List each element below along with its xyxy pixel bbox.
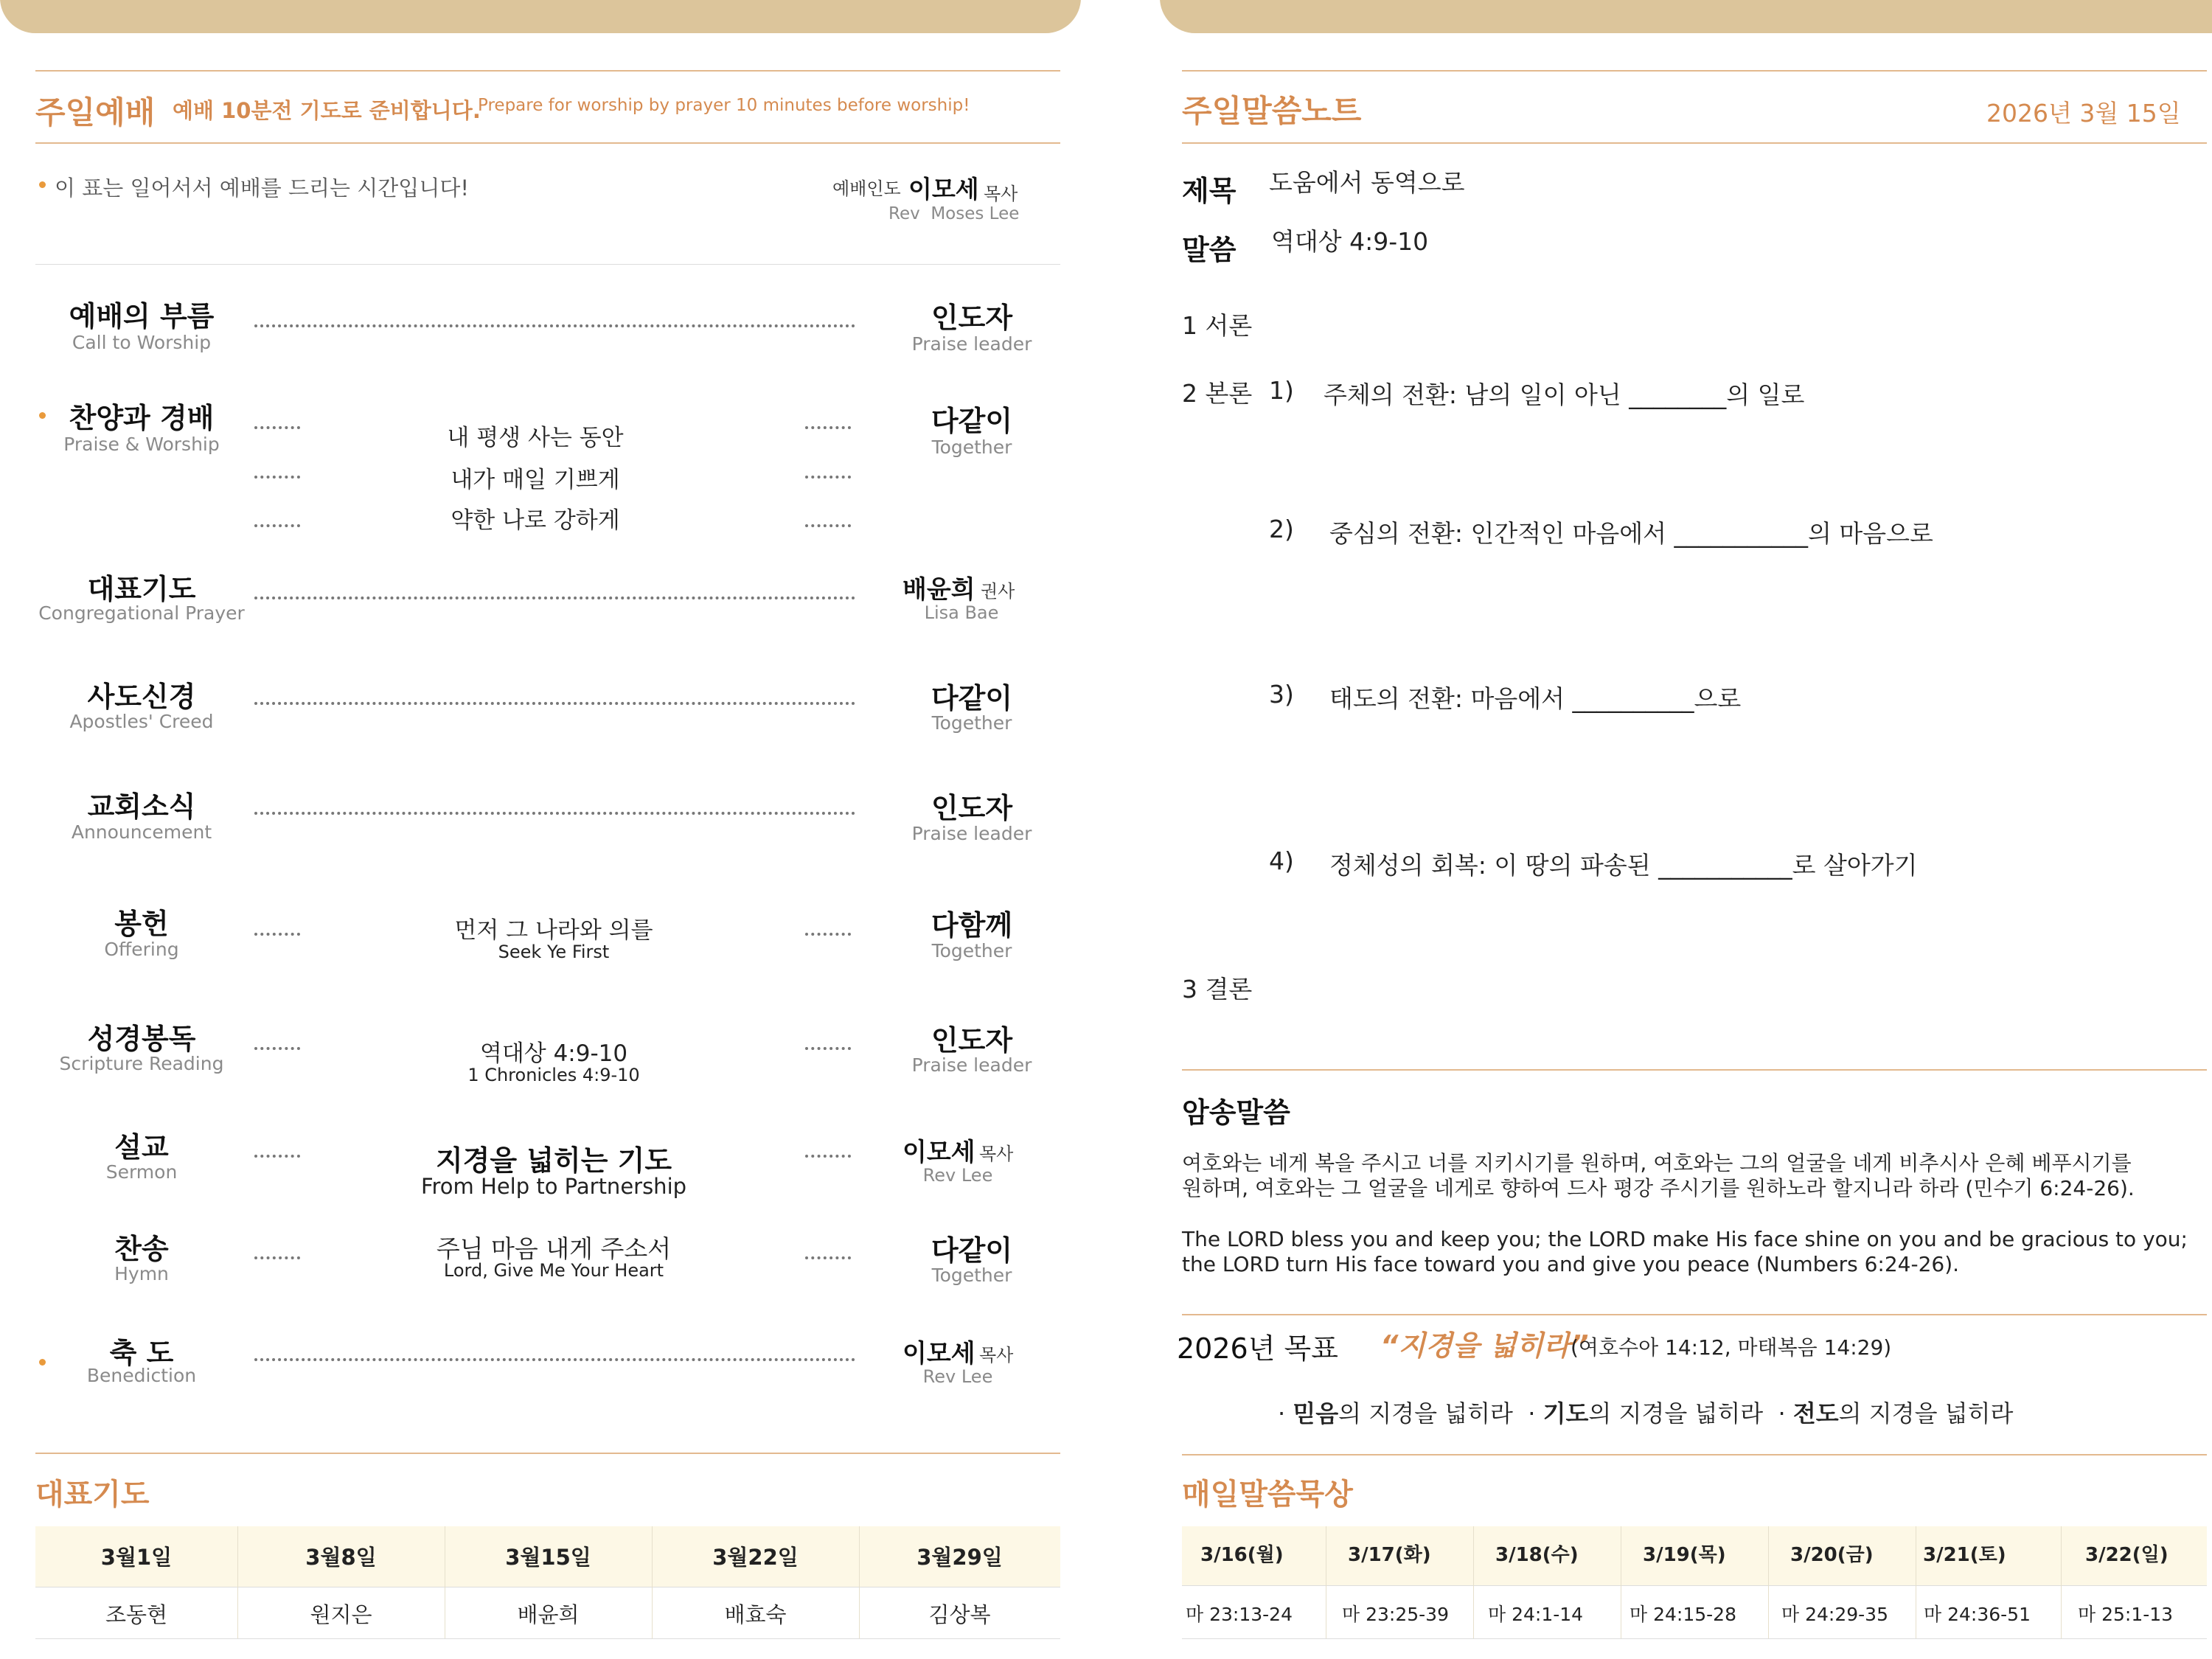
hymn-title: 주님 마음 내게 주소서 — [436, 1234, 672, 1263]
order-leader-title: 목사 — [979, 1345, 1014, 1366]
divider — [1182, 1454, 2207, 1455]
order-leader: 배윤희 — [902, 575, 975, 605]
daily-reference: 마 23:13-24 — [1186, 1604, 1293, 1625]
dotted-leader — [254, 1358, 855, 1361]
prayer-date: 3월1일 — [100, 1545, 173, 1570]
outline-body: 2 본론 — [1182, 379, 1253, 408]
order-subtitle: Benediction — [86, 1365, 197, 1386]
dotted-leader — [805, 933, 851, 936]
dotted-leader — [254, 324, 855, 327]
divider — [1182, 1069, 2207, 1071]
goal-phrase: 의 지경을 넓히라 — [1338, 1399, 1513, 1427]
dotted-leader — [805, 426, 851, 429]
order-leader: 이모세 — [902, 1339, 975, 1368]
outline-point: 중심의 전환: 인간적인 마음에서 ___________의 마음으로 — [1329, 519, 1933, 548]
daily-reference: 마 24:36-51 — [1924, 1604, 2031, 1625]
hymn-title-en: Lord, Give Me Your Heart — [443, 1260, 664, 1281]
prayer-name: 조동현 — [105, 1602, 168, 1627]
divider — [35, 70, 1060, 72]
prayer-name: 원지은 — [310, 1602, 372, 1627]
dotted-leader — [254, 426, 300, 429]
order-leader-en: Lisa Bae — [924, 602, 999, 623]
divider — [1473, 1526, 1474, 1638]
order-subtitle: Apostles' Creed — [69, 711, 214, 732]
song-title: 내가 매일 기쁘게 — [451, 467, 620, 493]
prayer-name: 배윤희 — [517, 1602, 580, 1627]
song-title: 약한 나로 강하게 — [451, 507, 620, 534]
dotted-leader — [805, 1256, 851, 1259]
subject-label: 제목 — [1182, 175, 1237, 207]
dotted-leader — [805, 1047, 851, 1050]
scripture-label: 말씀 — [1182, 234, 1237, 266]
order-leader: 이모세 — [902, 1138, 975, 1167]
point-number: 1) — [1269, 376, 1294, 405]
daily-day: 3/22(일) — [2085, 1544, 2168, 1566]
prayer-date: 3월8일 — [305, 1545, 377, 1570]
divider — [1182, 70, 2207, 72]
goal-reference: (여호수아 14:12, 마태복음 14:29) — [1571, 1335, 1892, 1360]
memory-verse-ko: 여호와는 네게 복을 주시고 너를 지키시기를 원하며, 여호와는 그의 얼굴을 네게 비추시사 은혜 베푸시기를 — [1182, 1151, 2132, 1175]
dotted-leader — [805, 1155, 851, 1158]
order-title: 봉헌 — [114, 908, 169, 940]
song-title: 내 평생 사는 동안 — [447, 425, 624, 451]
offering-song-en: Seek Ye First — [498, 942, 610, 962]
point-number: 2) — [1269, 515, 1294, 543]
goal-label: 2026년 목표 — [1177, 1332, 1338, 1365]
order-leader: 인도자 — [931, 1024, 1013, 1057]
prayer-name: 배효숙 — [724, 1602, 787, 1627]
goal-list: · 믿음의 지경을 넓히라 · 기도의 지경을 넓히라 · 전도의 지경을 넓히라 — [1278, 1399, 2014, 1427]
order-leader-en: Praise leader — [911, 333, 1032, 355]
order-leader: 다같이 — [931, 1234, 1013, 1267]
leader-en: Rev Moses Lee — [888, 204, 1020, 223]
daily-day: 3/21(토) — [1923, 1544, 2006, 1566]
order-subtitle: Offering — [104, 939, 179, 960]
prayer-date: 3월29일 — [917, 1545, 1003, 1570]
order-leader-en: Rev Lee — [922, 1165, 993, 1186]
left-top-tab — [0, 0, 1081, 33]
order-title: 대표기도 — [87, 573, 196, 605]
daily-reference: 마 23:25-39 — [1342, 1604, 1449, 1625]
outline-point: 정체성의 회복: 이 땅의 파송된 ___________로 살아가기 — [1329, 851, 1918, 880]
leader-name: 이모세 — [908, 175, 979, 204]
order-leader-title: 목사 — [979, 1144, 1014, 1164]
memory-verse-en: The LORD bless you and keep you; the LORD make His face shine on you and be gracious to you; — [1182, 1227, 2188, 1251]
daily-reference: 마 24:1-14 — [1488, 1604, 1584, 1625]
outline-conclusion: 3 결론 — [1182, 975, 1253, 1004]
point-number: 3) — [1269, 680, 1294, 709]
order-leader: 다같이 — [931, 405, 1013, 437]
daily-title: 매일말씀묵상 — [1182, 1478, 1353, 1512]
scripture: 역대상 4:9-10 — [1271, 227, 1429, 256]
divider — [35, 1638, 1060, 1639]
order-subtitle: Scripture Reading — [59, 1053, 224, 1074]
notes-date: 2026년 3월 15일 — [1986, 99, 2181, 128]
sermon-title-en: From Help to Partnership — [420, 1174, 687, 1199]
sermon-title: 지경을 넓히는 기도 — [435, 1144, 672, 1177]
goal-phrase: 의 지경을 넓히라 — [1588, 1399, 1764, 1427]
daily-reference: 마 24:15-28 — [1630, 1604, 1736, 1625]
order-leader: 다함께 — [931, 909, 1013, 942]
goal-motto: “지경을 넓히라” — [1380, 1329, 1589, 1362]
dotted-leader — [254, 812, 855, 815]
dotted-leader — [254, 1155, 300, 1158]
dotted-leader — [254, 524, 300, 527]
order-subtitle: Hymn — [114, 1263, 169, 1284]
divider — [1768, 1526, 1769, 1638]
order-leader: 인도자 — [931, 302, 1013, 334]
order-leader-en: Praise leader — [911, 1054, 1032, 1076]
divider — [2061, 1526, 2062, 1638]
memory-title: 암송말씀 — [1182, 1096, 1290, 1129]
divider — [35, 142, 1060, 144]
memory-verse-en: the LORD turn His face toward you and give you peace (Numbers 6:24-26). — [1182, 1252, 1960, 1276]
order-title: 축 도 — [109, 1337, 174, 1369]
page-title: 주일예배 — [35, 94, 156, 131]
standing-star-icon — [39, 181, 46, 188]
divider — [1182, 142, 2207, 144]
order-title: 설교 — [114, 1131, 169, 1164]
order-leader: 인도자 — [931, 792, 1013, 824]
right-top-tab — [1160, 0, 2212, 33]
order-title: 교회소식 — [87, 790, 196, 823]
dotted-leader — [254, 933, 300, 936]
order-title: 사도신경 — [87, 681, 196, 713]
order-subtitle: Congregational Prayer — [38, 602, 245, 624]
standing-note: 이 표는 일어서서 예배를 드리는 시간입니다! — [55, 175, 469, 201]
order-leader-en: Together — [931, 437, 1012, 458]
order-title: 예배의 부름 — [69, 300, 215, 333]
notes-title: 주일말씀노트 — [1182, 93, 1362, 129]
goal-phrase: 의 지경을 넓히라 — [1838, 1399, 2014, 1427]
prayer-date: 3월15일 — [505, 1545, 591, 1570]
daily-day: 3/20(금) — [1790, 1544, 1874, 1566]
daily-reference: 마 25:1-13 — [2078, 1604, 2174, 1625]
daily-day: 3/18(수) — [1495, 1544, 1579, 1566]
goal-keyword: 기도 — [1543, 1399, 1589, 1427]
order-leader-en: Praise leader — [911, 823, 1032, 844]
daily-day: 3/16(월) — [1200, 1544, 1284, 1566]
leader-title: 목사 — [984, 184, 1018, 204]
memory-verse-ko: 원하며, 여호와는 그 얼굴을 네게로 향하여 드사 평강 주시기를 원하노라 할지니라 하라 (민수기 6:24-26). — [1182, 1176, 2135, 1200]
dotted-leader — [805, 524, 851, 527]
reading-passage: 역대상 4:9-10 — [479, 1040, 628, 1067]
order-title: 찬송 — [114, 1233, 169, 1265]
notice-en: Prepare for worship by prayer 10 minutes before worship! — [478, 96, 970, 115]
dotted-leader — [254, 702, 855, 705]
goal-keyword: 전도 — [1792, 1399, 1839, 1427]
dotted-leader — [254, 597, 855, 599]
outline-point: 주체의 전환: 남의 일이 아닌 ________의 일로 — [1324, 380, 1805, 409]
divider — [35, 1453, 1060, 1454]
order-leader-en: Together — [931, 1265, 1012, 1286]
order-subtitle: Announcement — [71, 821, 212, 843]
divider — [1182, 1638, 2207, 1639]
prayer-date: 3월22일 — [712, 1545, 799, 1570]
order-subtitle: Sermon — [105, 1161, 178, 1183]
prayer-name: 김상복 — [928, 1602, 991, 1627]
daily-day: 3/19(목) — [1643, 1544, 1726, 1566]
subject: 도움에서 동역으로 — [1269, 168, 1465, 197]
outline-intro: 1 서론 — [1182, 311, 1253, 340]
order-title: 성경봉독 — [87, 1023, 196, 1055]
prayer-title: 대표기도 — [35, 1478, 150, 1512]
leader-label: 예배인도 — [832, 178, 901, 199]
daily-day: 3/17(화) — [1348, 1544, 1431, 1566]
goal-keyword: 믿음 — [1293, 1399, 1339, 1427]
dotted-leader — [254, 476, 300, 479]
order-subtitle: Call to Worship — [72, 332, 212, 353]
dotted-leader — [805, 476, 851, 479]
order-leader: 다같이 — [931, 682, 1013, 714]
point-number: 4) — [1269, 846, 1294, 875]
reading-passage-en: 1 Chronicles 4:9-10 — [467, 1065, 640, 1085]
order-leader-title: 권사 — [981, 581, 1015, 602]
order-leader-en: Rev Lee — [922, 1366, 993, 1387]
outline-point: 태도의 전환: 마음에서 __________으로 — [1329, 684, 1742, 713]
divider — [35, 264, 1060, 265]
order-leader-en: Together — [931, 712, 1012, 734]
offering-song: 먼저 그 나라와 의를 — [454, 917, 653, 944]
dotted-leader — [254, 1047, 300, 1050]
daily-reference: 마 24:29-35 — [1781, 1604, 1888, 1625]
order-subtitle: Praise & Worship — [63, 434, 220, 455]
notice-ko: 예배 10분전 기도로 준비합니다. — [173, 98, 481, 123]
divider — [1182, 1314, 2207, 1315]
divider — [1182, 1585, 2207, 1586]
order-leader-en: Together — [931, 940, 1012, 961]
order-title: 찬양과 경배 — [69, 402, 215, 434]
dotted-leader — [254, 1256, 300, 1259]
